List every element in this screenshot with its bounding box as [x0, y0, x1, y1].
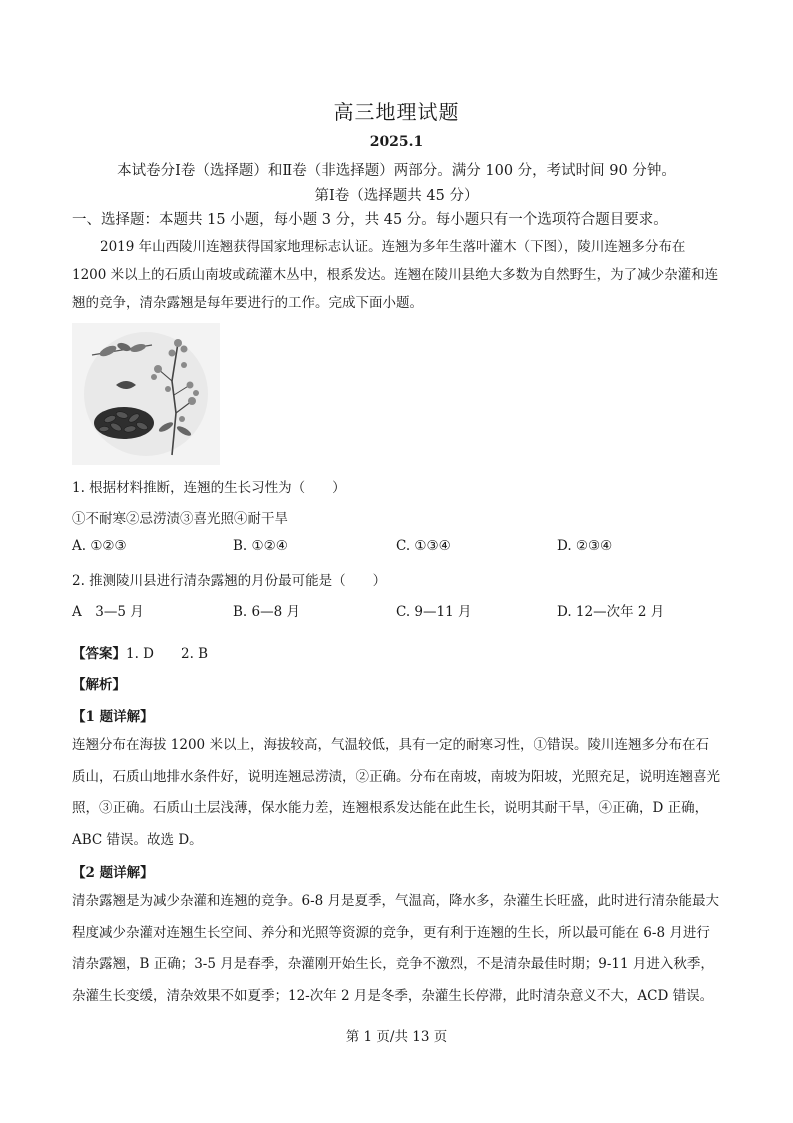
- answer-label: 【答案】: [72, 646, 126, 662]
- question-2-option-b: B. 6—8 月: [233, 604, 300, 620]
- answer-line: [72, 642, 208, 662]
- q2-analysis-label: 【2 题详解】: [72, 865, 154, 881]
- question-2-option-d: D. 12—次年 2 月: [557, 604, 665, 620]
- section-heading: 第Ⅰ卷（选择题共 45 分）: [314, 188, 479, 204]
- page-footer: 第 1 页/共 13 页: [345, 1029, 448, 1045]
- forsythia-figure: [72, 323, 220, 465]
- material-text: 2019 年山西陵川连翘获得国家地理标志认证。连翘为多年生落叶灌木（下图），陵川连翘多分布在 1200 米以上的石质山南坡或疏灌木丛中，根系发达。连翘在陵川县绝大多数为自然野生，为了减少杂灌和连翘的竞争，清杂露翘是每年要进行的工作。完成下面小题。: [72, 239, 719, 311]
- q1-analysis: [72, 730, 722, 856]
- material-passage: [72, 233, 722, 317]
- part-heading: 一、选择题：本题共 15 小题，每小题 3 分，共 45 分。每小题只有一个选项符合题目要求。: [72, 212, 668, 228]
- question-2-option-a: A 3—5 月: [72, 604, 144, 620]
- q2-analysis: [72, 886, 722, 1012]
- question-1-option-b: B. ①②④: [233, 538, 288, 554]
- analysis-label: 【解析】: [72, 677, 126, 693]
- forsythia-illustration: [72, 323, 220, 465]
- answer-value: 1. D 2. B: [126, 646, 209, 662]
- question-1-option-d: D. ②③④: [557, 538, 613, 554]
- question-1-stem: 1. 根据材料推断，连翘的生长习性为（ ）: [72, 480, 346, 496]
- q1-analysis-label: 【1 题详解】: [72, 709, 154, 725]
- question-1-option-a: A. ①②③: [72, 538, 127, 554]
- exam-date: 2025.1: [369, 134, 424, 150]
- question-2-option-c: C. 9—11 月: [396, 604, 472, 620]
- question-1-option-c: C. ①③④: [396, 538, 451, 554]
- question-1-conditions: ①不耐寒②忌涝渍③喜光照④耐干旱: [72, 511, 288, 527]
- page-title: 高三地理试题: [333, 100, 460, 124]
- question-2-stem: 2. 推测陵川县进行清杂露翘的月份最可能是（ ）: [72, 573, 387, 589]
- q1-analysis-text: 连翘分布在海拔 1200 米以上，海拔较高，气温较低，具有一定的耐寒习性，①错误。陵川连翘多分布在石质山，石质山地排水条件好，说明连翘忌涝渍，②正确。分布在南坡，南坡为阳坡，光照充足，说明连翘喜光照，③正确。石质山土层浅薄，保水能力差，连翘根系发达能在此生长，说明其耐干旱，④正确，D 正确，ABC 错误。故选 D。: [72, 737, 720, 848]
- exam-intro: 本试卷分Ⅰ卷（选择题）和Ⅱ卷（非选择题）两部分。满分 100 分，考试时间 90 分钟。: [117, 163, 676, 179]
- q2-analysis-text: 清杂露翘是为减少杂灌和连翘的竞争。6-8 月是夏季，气温高，降水多，杂灌生长旺盛，此时进行清杂能最大程度减少杂灌对连翘生长空间、养分和光照等资源的竞争，更有利于连翘的生长，所以最可能在 6-8 月进行清杂露翘，B 正确；3-5 月是春季，杂灌刚开始生长，竞争不激烈，不是清杂最佳时期；9-11 月进入秋季，杂灌生长变缓，清杂效果不如夏季；12-次年 2 月是冬季，杂灌生长停滞，此时清杂意义不大，ACD 错误。: [72, 893, 720, 1004]
